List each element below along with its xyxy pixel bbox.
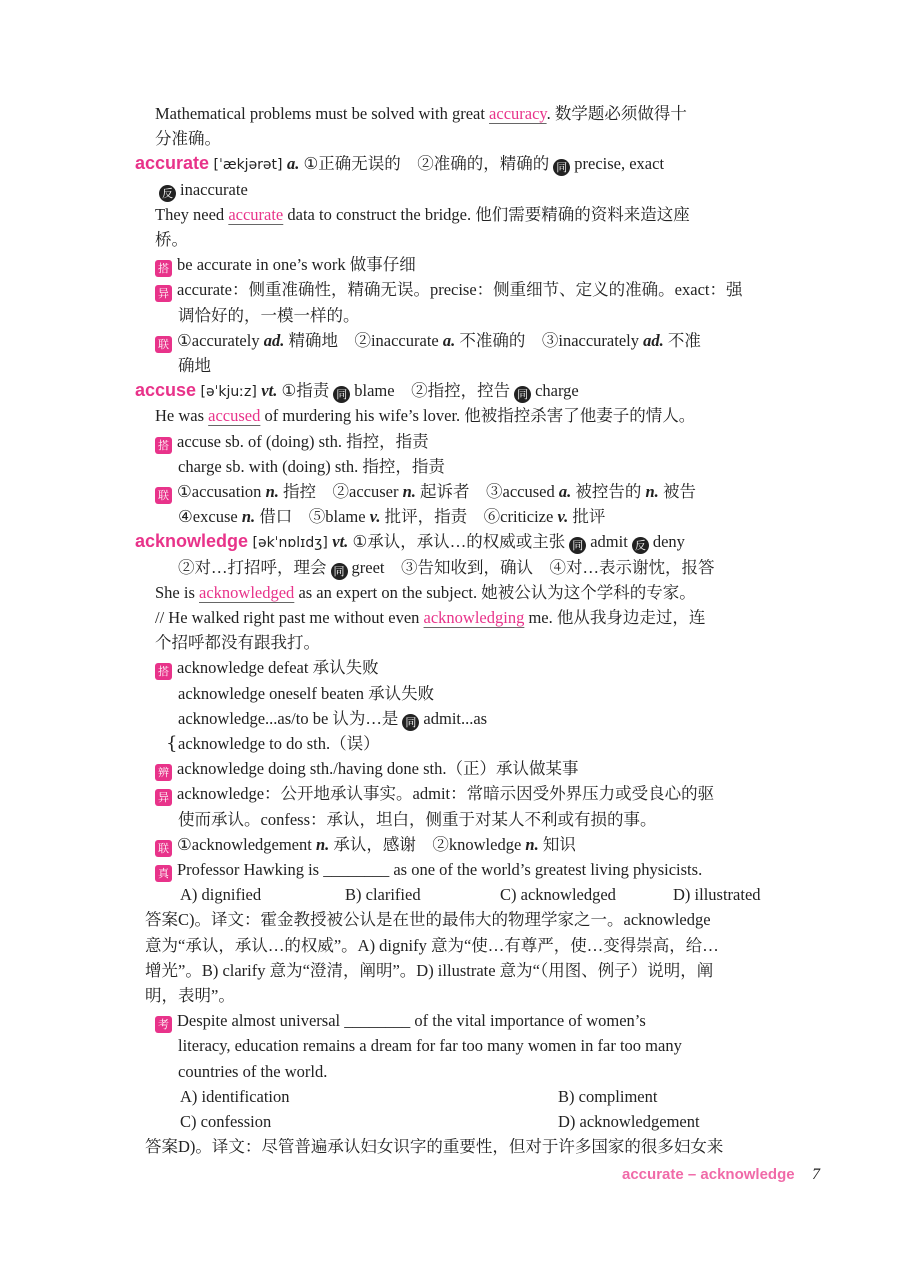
text-line	[145, 983, 235, 1008]
page-number: 7	[812, 1166, 820, 1183]
text-line	[145, 907, 711, 932]
text-line	[180, 882, 800, 907]
text-line	[145, 933, 719, 958]
phonetic: [əˈkjuːz]	[196, 384, 262, 401]
text: 不准确的 ③inaccurately	[455, 330, 644, 350]
text: // He walked right past me without even	[155, 608, 424, 627]
text: 指控 ②accuser	[278, 482, 403, 501]
text: 确地	[178, 356, 211, 375]
text-line	[155, 126, 221, 151]
text-line	[145, 1134, 723, 1159]
collocation-icon: 搭	[155, 663, 172, 680]
text-line	[155, 655, 379, 680]
part-of-speech: ad.	[643, 330, 664, 350]
headword: accuse	[135, 380, 197, 401]
part-of-speech: a.	[442, 330, 456, 350]
related-words-icon: 联	[155, 336, 172, 353]
text-line	[178, 504, 605, 529]
answer-option: C) acknowledged	[500, 885, 616, 905]
part-of-speech: n.	[241, 507, 256, 527]
text: He was	[155, 406, 209, 426]
headword: acknowledge	[135, 531, 249, 552]
text-line	[180, 1109, 800, 1134]
text: 起诉者 ③accused	[415, 482, 559, 501]
text: ④excuse	[178, 507, 242, 527]
distinction-icon: 异	[155, 285, 172, 302]
text-line	[155, 227, 188, 252]
text: 批评，指责 ⑥criticize	[380, 507, 558, 527]
text: acknowledge oneself beaten 承认失败	[178, 683, 435, 703]
entry-headline	[135, 378, 579, 403]
text: charge sb. with (doing) sth. 指控，指责	[178, 456, 445, 476]
text: 答案D)。译文：尽管普遍承认妇女识字的重要性，但对于许多国家的很多妇女来	[145, 1137, 724, 1157]
collocation-icon: 搭	[155, 260, 172, 277]
text: 被控告的	[571, 482, 646, 501]
part-of-speech: n.	[645, 482, 659, 501]
text: 精确地 ②inaccurate	[284, 330, 443, 350]
footer-word-range: accurate – acknowledge	[622, 1166, 795, 1183]
part-of-speech: a.	[286, 154, 300, 174]
text-line	[178, 555, 714, 580]
part-of-speech: n.	[315, 834, 330, 854]
part-of-speech: v.	[557, 507, 569, 527]
text-line	[155, 101, 687, 126]
text-line	[155, 252, 416, 277]
answer-option: A) dignified	[180, 885, 262, 905]
answer-option: B) clarified	[345, 885, 421, 905]
text-line	[155, 202, 690, 227]
synonym-icon: 同	[514, 386, 531, 403]
text-line	[155, 429, 429, 454]
text: acknowledge：公开地承认事实。admit：常暗示因受外界压力或受良心的驱	[177, 784, 715, 804]
text-line	[155, 479, 696, 504]
synonym-icon: 同	[553, 159, 570, 176]
text-line	[155, 1008, 646, 1033]
text-line	[178, 1033, 682, 1058]
synonym-icon: 同	[569, 537, 586, 554]
text: 个招呼都没有跟我打。	[155, 633, 320, 653]
highlighted-word: acknowledged	[199, 582, 295, 602]
answer-option: A) identification	[180, 1086, 290, 1106]
text: deny	[652, 532, 685, 552]
antonym-icon: 反	[632, 537, 649, 554]
text-line	[145, 958, 713, 983]
part-of-speech: v.	[369, 507, 381, 527]
text: accurate：侧重准确性，精确无误。precise：侧重细节、定义的准确。exact：强	[177, 280, 743, 300]
phonetic: [ˈækjərət]	[209, 157, 287, 174]
text: 借口 ⑤blame	[255, 507, 370, 527]
text: ①acknowledgement	[177, 834, 316, 854]
text: 意为“承认，承认…的权威”。A) dignify 意为“使…有尊严，使…变得崇高，给…	[145, 935, 719, 955]
related-words-icon: 联	[155, 487, 172, 504]
answer-option: D) acknowledgement	[558, 1112, 700, 1131]
text-line	[155, 756, 578, 781]
text-line	[155, 177, 248, 202]
text-line	[166, 731, 380, 756]
headword: accurate	[135, 153, 210, 174]
discrimination-icon: 辨	[155, 764, 172, 781]
highlighted-word: accurate	[228, 204, 284, 224]
highlighted-word: accused	[208, 406, 261, 426]
collocation-icon: 搭	[155, 437, 172, 454]
text-line	[155, 580, 696, 605]
text: 答案C)。译文：霍金教授被公认是在世的最伟大的物理学家之一。acknowledge	[145, 910, 711, 930]
text: admit...as	[423, 708, 488, 728]
text-line	[178, 353, 211, 378]
text: blame ②指控，控告	[354, 381, 511, 401]
text: be accurate in one’s work 做事仔细	[177, 255, 416, 275]
part-of-speech: n.	[402, 482, 416, 501]
text: . 数学题必须做得十	[546, 104, 687, 123]
text: 桥。	[155, 230, 188, 249]
exam-icon: 考	[155, 1016, 172, 1033]
answer-option: B) compliment	[558, 1086, 658, 1106]
text: 调恰好的，一模一样的。	[178, 305, 360, 325]
synonym-icon: 同	[333, 386, 350, 403]
text: 分准确。	[155, 129, 221, 149]
part-of-speech: n.	[265, 482, 279, 501]
text-line	[155, 832, 576, 857]
real-exam-icon: 真	[155, 865, 172, 882]
text-line	[178, 303, 360, 328]
text-line	[155, 605, 705, 630]
text-line	[178, 807, 656, 832]
antonym-icon: 反	[159, 185, 176, 202]
text-line	[155, 857, 702, 882]
highlighted-word: acknowledging	[423, 608, 525, 627]
text: Mathematical problems must be solved with great	[155, 104, 490, 123]
text: They need	[155, 204, 229, 224]
text: admit	[590, 532, 628, 552]
text-line	[155, 403, 695, 428]
text: 被告	[658, 482, 696, 501]
text: literacy, education remains a dream for far too many women in far too many	[178, 1036, 682, 1056]
text: of murdering his wife’s lover. 他被指控杀害了他妻子的情人。	[260, 406, 696, 426]
answer-option: C) confession	[180, 1112, 272, 1131]
text: 增光”。B) clarify 意为“澄清，阐明”。D) illustrate 意为“（用图、例子）说明，阐	[145, 960, 714, 980]
text: ①accurately	[177, 330, 264, 350]
answer-option: D) illustrated	[673, 885, 761, 905]
part-of-speech: vt.	[261, 381, 278, 401]
brace: {	[166, 733, 178, 754]
text-line	[178, 706, 487, 731]
text-line	[155, 781, 714, 806]
phonetic: [əkˈnɒlɪdʒ]	[248, 535, 333, 552]
text: accuse sb. of (doing) sth. 指控，指责	[177, 431, 429, 451]
text: Professor Hawking is ________ as one of the world’s greatest living physicists.	[177, 860, 703, 879]
text-line	[155, 277, 742, 302]
text: 明，表明”。	[145, 986, 235, 1005]
text-line	[180, 1084, 800, 1109]
highlighted-word: accuracy	[489, 104, 547, 123]
entry-headline	[135, 151, 664, 176]
text: 承认，感谢 ②knowledge	[329, 834, 526, 854]
text: precise, exact	[574, 154, 665, 174]
synonym-icon: 同	[331, 563, 348, 580]
part-of-speech: ad.	[263, 330, 285, 350]
text-line	[155, 630, 320, 655]
text: acknowledge defeat 承认失败	[177, 658, 379, 678]
text: ①正确无误的 ②准确的，精确的	[299, 154, 550, 174]
text-line	[178, 1059, 327, 1084]
text: 不准	[663, 330, 701, 350]
text: 使而承认。confess：承认，坦白，侧重于对某人不利或有损的事。	[178, 809, 657, 829]
part-of-speech: vt.	[332, 532, 349, 552]
text: greet ③告知收到，确认 ④对…表示谢忱，报答	[351, 557, 715, 577]
text: ①指责	[277, 381, 330, 401]
distinction-icon: 异	[155, 789, 172, 806]
text: acknowledge doing sth./having done sth.（正）承认做某事	[177, 759, 579, 779]
text: ①accusation	[177, 482, 266, 501]
text: 知识	[538, 834, 576, 854]
text: 批评	[568, 507, 606, 527]
text: me. 他从我身边走过，连	[524, 608, 706, 627]
part-of-speech: n.	[525, 834, 539, 854]
text: ①承认，承认…的权威或主张	[348, 532, 566, 552]
text: ②对…打招呼，理会	[178, 557, 327, 577]
text: Despite almost universal ________ of the vital importance of women’s	[177, 1011, 646, 1031]
text-line	[155, 328, 701, 353]
text: inaccurate	[180, 179, 248, 199]
text: acknowledge to do sth.（误）	[178, 734, 380, 753]
text: charge	[535, 381, 579, 401]
text: acknowledge...as/to be 认为…是	[178, 708, 399, 728]
text: She is	[155, 582, 200, 602]
text-line	[178, 454, 445, 479]
synonym-icon: 同	[402, 714, 419, 731]
part-of-speech: a.	[558, 482, 572, 501]
text: data to construct the bridge. 他们需要精确的资料来造这座	[283, 204, 690, 224]
text-line	[178, 681, 434, 706]
text: countries of the world.	[178, 1061, 328, 1081]
related-words-icon: 联	[155, 840, 172, 857]
entry-headline	[135, 529, 685, 554]
text: as an expert on the subject. 她被公认为这个学科的专家。	[294, 582, 696, 602]
